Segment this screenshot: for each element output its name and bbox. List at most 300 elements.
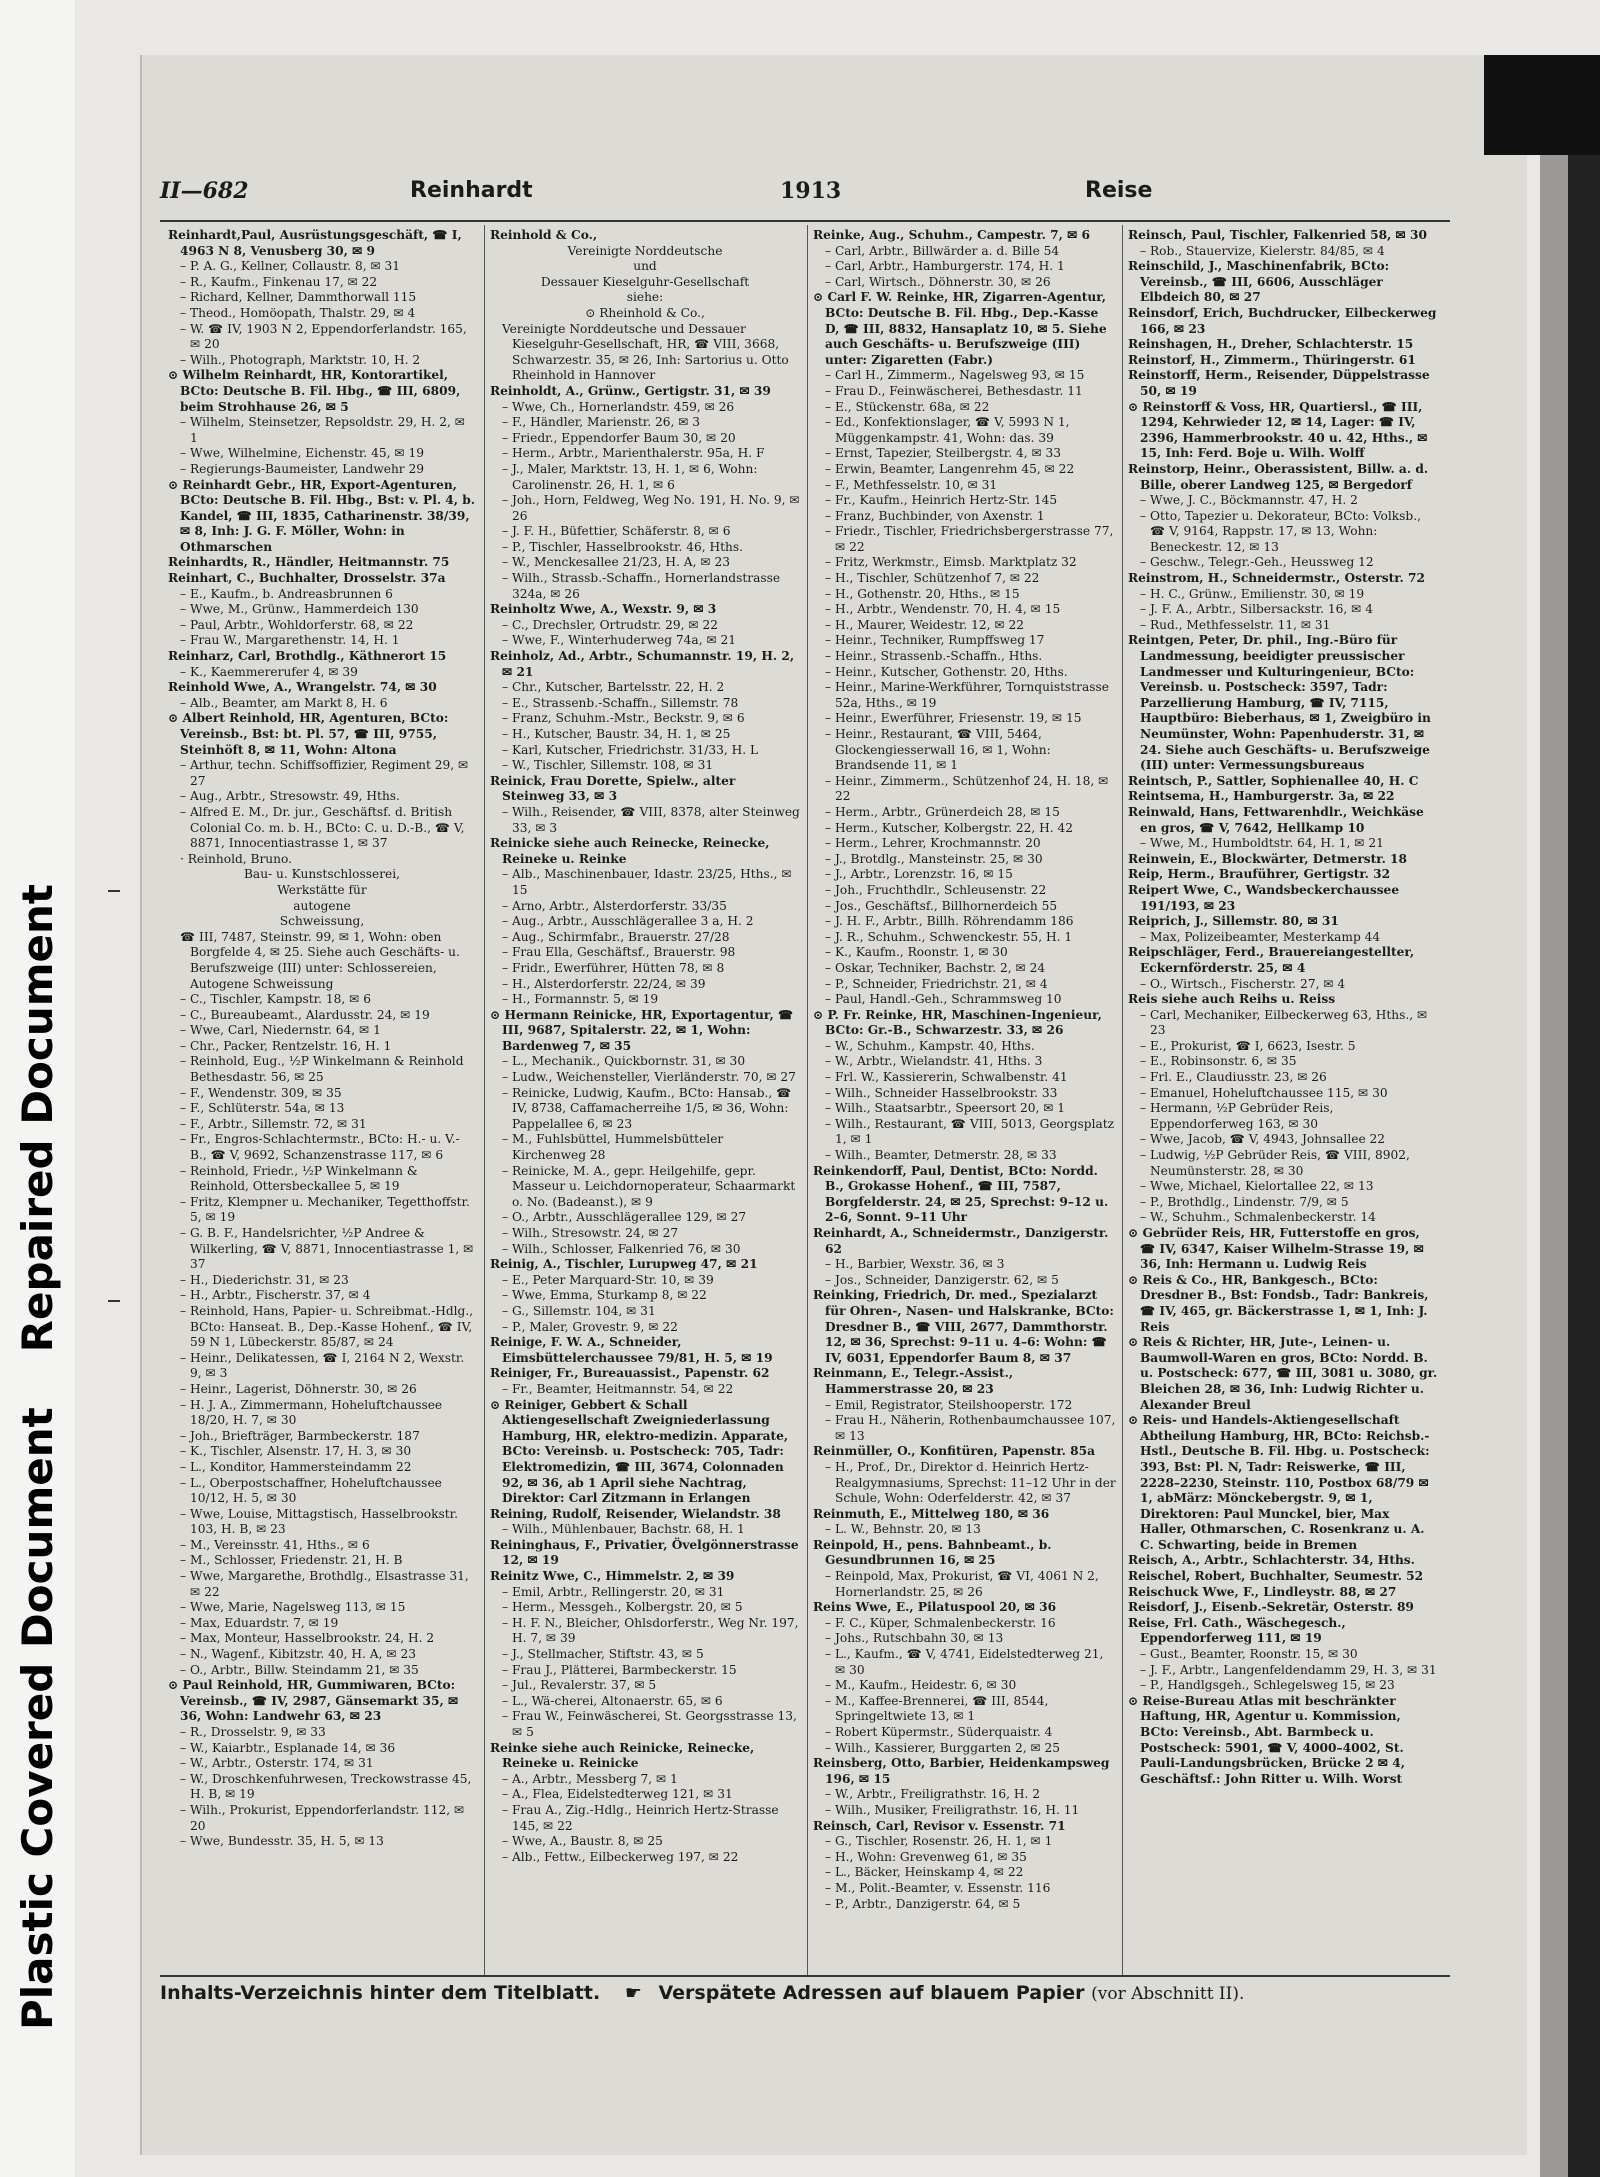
directory-entry: Reinschild, J., Maschinenfabrik, BCto: Vereinsb., ☎ III, 6606, Ausschläger Elbdeich 80, ✉ 27: [1128, 259, 1390, 305]
directory-entry: Vereinigte Norddeutsche: [567, 243, 723, 258]
page-header: [150, 178, 1490, 218]
directory-entry: Reinwald, Hans, Fettwarenhdlr., Weichkäse en gros, ☎ V, 7642, Hellkamp 10: [1128, 804, 1424, 835]
directory-entry: Reinstorp, Heinr., Oberassistent, Billw. a. d. Bille, oberer Landweg 125, ✉ Bergedorf: [1128, 461, 1429, 492]
directory-entry: – E., Stückenstr. 68a, ✉ 22: [825, 399, 990, 414]
header-rule: [160, 220, 1450, 222]
directory-entry: – Herm., Messgeh., Kolbergstr. 20, ✉ 5: [502, 1600, 743, 1615]
directory-entry: – M., Kaffee-Brennerei, ☎ III, 8544, Springeltwiete 13, ✉ 1: [825, 1693, 1049, 1724]
directory-entry: ⊙ Wilhelm Reinhardt, HR, Kontorartikel, BCto: Deutsche B. Fil. Hbg., ☎ III, 6809, beim Strohhause 26, ✉ 5: [168, 368, 461, 414]
directory-entry: – Aug., Arbtr., Stresowstr. 49, Hths.: [180, 789, 400, 804]
directory-entry: – Frl. E., Claudiusstr. 23, ✉ 26: [1140, 1070, 1327, 1085]
directory-entry: – Reinhold, Friedr., ½P Winkelmann & Reinhold, Ottersbeckallee 5, ✉ 19: [180, 1163, 418, 1194]
directory-entry: – P., Arbtr., Danzigerstr. 64, ✉ 5: [825, 1896, 1021, 1911]
directory-entry: – Max, Eduardstr. 7, ✉ 19: [180, 1615, 339, 1630]
directory-entry: – L. W., Behnstr. 20, ✉ 13: [825, 1522, 981, 1537]
directory-entry: Reinke, Aug., Schuhm., Campestr. 7, ✉ 6: [813, 228, 1091, 242]
directory-entry: – M., Fuhlsbüttel, Hummelsbütteler Kirchenweg 28: [502, 1132, 724, 1163]
directory-entry: – Frau A., Zig.-Hdlg., Heinrich Hertz-Strasse 145, ✉ 22: [502, 1802, 779, 1833]
directory-entry: – W., Tischler, Sillemstr. 108, ✉ 31: [502, 758, 714, 773]
directory-entry: Reinsdorf, Erich, Buchdrucker, Eilbeckerweg 166, ✉ 23: [1128, 305, 1437, 336]
directory-entry: – A., Flea, Eidelstedterweg 121, ✉ 31: [502, 1787, 733, 1802]
directory-entry: Reinmüller, O., Konfitüren, Papenstr. 85a: [813, 1444, 1095, 1459]
directory-entry: Reinstorf, H., Zimmerm., Thüringerstr. 61: [1128, 352, 1416, 367]
directory-entry: – Frau D., Feinwäscherei, Bethesdastr. 11: [825, 383, 1083, 398]
directory-entry: – Rob., Stauervize, Kielerstr. 84/85, ✉ 4: [1140, 243, 1385, 258]
directory-entry: – Ed., Konfektionslager, ☎ V, 5993 N 1, Müggenkampstr. 41, Wohn: das. 39: [825, 415, 1070, 445]
directory-entry: – H., Prof., Dr., Direktor d. Heinrich Hertz-Realgymnasiums, Sprechst: 11–12 Uhr in der Schule, Wohn: Oderfelderstr. 42, ✉ 37: [825, 1459, 1116, 1506]
directory-entry: – H., Arbtr., Fischerstr. 37, ✉ 4: [180, 1288, 371, 1303]
directory-entry: – H. C., Grünw., Emilienstr. 30, ✉ 19: [1140, 586, 1365, 601]
directory-entry: siehe:: [626, 290, 664, 305]
directory-entry: Reip, Herm., Brauführer, Gertigstr. 32: [1128, 867, 1391, 882]
directory-entry: – Erwin, Beamter, Langenrehm 45, ✉ 22: [825, 461, 1075, 476]
directory-entry: – F. C., Küper, Schmalenbeckerstr. 16: [825, 1615, 1056, 1630]
directory-entry: Reinhold & Co.,: [490, 228, 598, 242]
directory-column-1: [168, 228, 476, 1973]
directory-entry: Reintsema, H., Hamburgerstr. 3a, ✉ 22: [1128, 789, 1395, 804]
footer-late-addresses: Verspätete Adressen auf blauem Papier: [658, 1982, 1085, 2004]
directory-entry: – P., Handlgsgeh., Schlegelsweg 15, ✉ 23: [1140, 1678, 1395, 1693]
directory-entry: – W. ☎ IV, 1903 N 2, Eppendorferlandstr. 165, ✉ 20: [180, 321, 467, 352]
directory-entry: – M., Vereinsstr. 41, Hths., ✉ 6: [180, 1537, 370, 1552]
directory-entry: – Franz, Schuhm.-Mstr., Beckstr. 9, ✉ 6: [502, 711, 745, 726]
directory-entry: – Carl H., Zimmerm., Nagelsweg 93, ✉ 15: [825, 368, 1085, 383]
footer-section-note: (vor Abschnitt II).: [1091, 1984, 1245, 2004]
directory-entry: Reinige, F. W. A., Schneider, Eimsbüttelerchaussee 79/81, H. 5, ✉ 19: [490, 1335, 773, 1365]
directory-entry: – Wilh., Staatsarbtr., Speersort 20, ✉ 1: [825, 1101, 1066, 1116]
directory-entry: ⊙ Rheinhold & Co.,: [585, 305, 705, 320]
directory-entry: – Alb., Fettw., Eilbeckerweg 197, ✉ 22: [502, 1849, 739, 1864]
directory-column-2: [490, 228, 800, 1973]
directory-column-4: [1128, 228, 1438, 1973]
directory-entry: – R., Drosselstr. 9, ✉ 33: [180, 1725, 326, 1739]
directory-entry: – Herm., Lehrer, Krochmannstr. 20: [825, 836, 1041, 851]
directory-entry: – Heinr., Restaurant, ☎ VIII, 5464, Glockengiesserwall 16, ✉ 1, Wohn: Brandsende 11, ✉ 1: [825, 727, 1051, 773]
directory-entry: – E., Strassenb.-Schaffn., Sillemstr. 78: [502, 695, 739, 710]
directory-entry: Reinig, A., Tischler, Lurupweg 47, ✉ 21: [490, 1257, 758, 1272]
directory-entry: – M., Kaufm., Heidestr. 6, ✉ 30: [825, 1678, 1017, 1693]
directory-entry: – Frau W., Margarethenstr. 14, H. 1: [180, 633, 400, 648]
directory-entry: Bau- u. Kunstschlosserei,: [243, 867, 401, 882]
directory-entry: – Heinr., Strassenb.-Schaffn., Hths.: [825, 649, 1043, 664]
directory-entry: – A., Arbtr., Messberg 7, ✉ 1: [502, 1771, 678, 1786]
directory-entry: Reinwein, E., Blockwärter, Detmerstr. 18: [1128, 851, 1408, 866]
directory-entry: – Alb., Beamter, am Markt 8, H. 6: [180, 695, 388, 710]
directory-entry: – Wwe, Margarethe, Brothdlg., Elsastrasse 31, ✉ 22: [180, 1569, 469, 1599]
directory-entry: – E., Peter Marquard-Str. 10, ✉ 39: [502, 1272, 714, 1287]
directory-entry: – H., Arbtr., Wendenstr. 70, H. 4, ✉ 15: [825, 602, 1061, 617]
directory-entry: – Wwe, Michael, Kielortallee 22, ✉ 13: [1140, 1179, 1374, 1194]
directory-entry: – Friedr., Eppendorfer Baum 30, ✉ 20: [502, 430, 736, 445]
page-number: II—682: [160, 178, 249, 204]
directory-entry: und: [633, 259, 657, 274]
directory-entry: Vereinigte Norddeutsche und Dessauer Kieselguhr-Gesellschaft, HR, ☎ VIII, 3668, Schwarzestr. 35, ✉ 26, Inh: Sartorius u. Otto Rheinhold in Hannover: [502, 321, 789, 383]
directory-entry: – Wilh., Restaurant, ☎ VIII, 5013, Georgsplatz 1, ✉ 1: [825, 1116, 1115, 1147]
directory-entry: – Ludw., Weichensteller, Vierländerstr. 70, ✉ 27: [502, 1070, 796, 1085]
directory-entry: – W., Arbtr., Osterstr. 174, ✉ 31: [180, 1756, 374, 1771]
directory-entry: – Richard, Kellner, Dammthorwall 115: [180, 290, 417, 305]
directory-entry: – Hermann, ½P Gebrüder Reis, Eppendorferweg 163, ✉ 30: [1140, 1101, 1334, 1131]
directory-entry: ⊙ Albert Reinhold, HR, Agenturen, BCto: Vereinsb., Bst: bt. Pl. 57, ☎ III, 9755, Steinhöft 8, ✉ 11, Wohn: Altona: [168, 711, 449, 757]
directory-entry: – Reinhold, Eug., ½P Winkelmann & Reinhold Bethesdastr. 56, ✉ 25: [180, 1054, 464, 1085]
directory-entry: – Emanuel, Hoheluftchaussee 115, ✉ 30: [1140, 1085, 1388, 1100]
directory-entry: – Reinhold, Hans, Papier- u. Schreibmat.-Hdlg., BCto: Hanseat. B., Dep.-Kasse Hohenf., ☎ IV, 59 N 1, Lübeckerstr. 85/87, ✉ 24: [180, 1303, 474, 1350]
directory-entry: ⊙ Reis & Richter, HR, Jute-, Leinen- u. Baumwoll-Waren en gros, BCto: Nordd. B. u. Postscheck: 677, ☎ III, 3081 u. 3080, gr. Bleichen 28, ✉ 36, Inh: Ludwig Richter u. Alexander Breul: [1128, 1335, 1438, 1412]
directory-entry: Reinstorff, Herm., Reisender, Düppelstrasse 50, ✉ 19: [1128, 368, 1430, 398]
directory-entry: – F., Händler, Marienstr. 26, ✉ 3: [502, 415, 701, 430]
directory-entry: – Heinr., Kutscher, Gothenstr. 20, Hths.: [825, 664, 1068, 679]
directory-entry: – W., Schuhm., Schmalenbeckerstr. 14: [1140, 1210, 1376, 1225]
directory-entry: – Wilh., Beamter, Detmerstr. 28, ✉ 33: [825, 1148, 1057, 1163]
directory-entry: – Herm., Arbtr., Marienthalerstr. 95a, H. F: [502, 446, 765, 461]
directory-entry: Schweissung,: [279, 914, 365, 929]
directory-entry: – Joh., Briefträger, Barmbeckerstr. 187: [180, 1428, 420, 1443]
directory-entry: – Arthur, techn. Schiffsoffizier, Regiment 29, ✉ 27: [180, 758, 469, 788]
directory-entry: Reinking, Friedrich, Dr. med., Spezialarzt für Ohren-, Nasen- und Halskranke, BCto: Dresdner B., ☎ VIII, 2677, Dammthorstr. 12, ✉ 36, Sprechst: 9–11 u. 4–6: Wohn: ☎ IV, 6031, Eppendorfer Baum 8, ✉ 37: [813, 1288, 1114, 1365]
directory-entry: – Paul, Arbtr., Wohldorferstr. 68, ✉ 22: [180, 617, 414, 632]
year: 1913: [780, 178, 842, 204]
directory-entry: – H. F. N., Bleicher, Ohlsdorferstr., Weg Nr. 197, H. 7, ✉ 39: [502, 1615, 799, 1646]
directory-entry: Reining, Rudolf, Reisender, Wielandstr. 38: [490, 1506, 781, 1521]
directory-entry: ⊙ Reinstorff & Voss, HR, Quartiersl., ☎ III, 1294, Kehrwieder 12, ✉ 14, Lager: ☎ IV, 2396, Hammerbrookstr. 40 u. 42, Hths., ✉ 15, Inh: Ferd. Boje u. Wilh. Wolff: [1128, 399, 1428, 461]
directory-entry: – W., Kaiarbtr., Esplanade 14, ✉ 36: [180, 1740, 396, 1755]
directory-entry: – F., Arbtr., Sillemstr. 72, ✉ 31: [180, 1116, 367, 1131]
directory-entry: – E., Robinsonstr. 6, ✉ 35: [1140, 1054, 1297, 1069]
directory-entry: Reinholz, Ad., Arbtr., Schumannstr. 19, H. 2, ✉ 21: [490, 649, 795, 679]
directory-entry: – Wwe, A., Baustr. 8, ✉ 25: [502, 1834, 663, 1849]
directory-entry: Reinick, Frau Dorette, Spielw., alter Steinweg 33, ✉ 3: [490, 773, 736, 804]
directory-entry: – Wwe, J. C., Böckmannstr. 47, H. 2: [1140, 493, 1358, 508]
directory-entry: Reise, Frl. Cath., Wäschegesch., Eppendorferweg 111, ✉ 19: [1128, 1615, 1346, 1646]
directory-entry: – J. F. H., Büfettier, Schäferstr. 8, ✉ 6: [502, 524, 731, 539]
directory-entry: – W., Arbtr., Freiligrathstr. 16, H. 2: [825, 1787, 1041, 1802]
directory-entry: – P., Schneider, Friedrichstr. 21, ✉ 4: [825, 976, 1048, 991]
directory-entry: – Chr., Packer, Rentzelstr. 16, H. 1: [180, 1038, 392, 1053]
directory-entry: – Wilh., Schlosser, Falkenried 76, ✉ 30: [502, 1241, 741, 1256]
directory-entry: – Alfred E. M., Dr. jur., Geschäftsf. d. British Colonial Co. m. b. H., BCto: C. u. D.-B., ☎ V, 8871, Innocentiastrasse 1, ✉ 37: [180, 804, 465, 851]
directory-entry: – O., Arbtr., Ausschlägerallee 129, ✉ 27: [502, 1210, 747, 1225]
directory-entry: – Heinr., Marine-Werkführer, Tornquiststrasse 52a, Hths., ✉ 19: [825, 680, 1109, 710]
directory-entry: – Fr., Kaufm., Heinrich Hertz-Str. 145: [825, 493, 1058, 508]
directory-entry: – Wilh., Schneider Hasselbrookstr. 33: [825, 1085, 1058, 1100]
directory-entry: – Wwe, Emma, Sturkamp 8, ✉ 22: [502, 1288, 707, 1303]
directory-entry: – Robert Küpermstr., Süderquaistr. 4: [825, 1725, 1053, 1739]
directory-entry: – Gust., Beamter, Roonstr. 15, ✉ 30: [1140, 1647, 1358, 1662]
directory-entry: – Fr., Beamter, Heitmannstr. 54, ✉ 22: [502, 1381, 734, 1396]
directory-column-3: [813, 228, 1116, 1973]
repaired-label: Repaired Document: [12, 884, 62, 1353]
directory-entry: ⊙ Paul Reinhold, HR, Gummiwaren, BCto: Vereinsb., ☎ IV, 2987, Gänsemarkt 35, ✉ 36, Wohn: Landwehr 63, ✉ 23: [168, 1678, 459, 1724]
directory-entry: – Emil, Arbtr., Rellingerstr. 20, ✉ 31: [502, 1584, 725, 1599]
directory-entry: – Carl, Arbtr., Hamburgerstr. 174, H. 1: [825, 259, 1065, 274]
directory-entry: – Johs., Rutschbahn 30, ✉ 13: [825, 1631, 1004, 1646]
directory-entry: – Herm., Arbtr., Grünerdeich 28, ✉ 15: [825, 804, 1060, 819]
directory-entry: – Wwe, M., Grünw., Hammerdeich 130: [180, 602, 419, 617]
directory-entry: Reinmuth, E., Mittelweg 180, ✉ 36: [813, 1506, 1050, 1521]
directory-entry: – Carl, Arbtr., Billwärder a. d. Bille 54: [825, 243, 1060, 258]
directory-entry: – H. J. A., Zimmermann, Hoheluftchaussee 18/20, H. 7, ✉ 30: [180, 1397, 443, 1428]
directory-entry: – Frau W., Feinwäscherei, St. Georgsstrasse 13, ✉ 5: [502, 1709, 797, 1739]
page-footer: [160, 1982, 1460, 2012]
directory-entry: – Wwe, Bundesstr. 35, H. 5, ✉ 13: [180, 1834, 384, 1849]
directory-entry: Reischel, Robert, Buchhalter, Seumestr. 52: [1128, 1569, 1424, 1584]
directory-entry: Reinhardt,Paul, Ausrüstungsgeschäft, ☎ I, 4963 N 8, Venusberg 30, ✉ 9: [168, 228, 462, 258]
directory-entry: – K., Tischler, Alsenstr. 17, H. 3, ✉ 30: [180, 1444, 412, 1459]
directory-entry: Reiprich, J., Sillemstr. 80, ✉ 31: [1128, 914, 1339, 929]
directory-entry: Reinmann, E., Telegr.-Assist., Hammerstrasse 20, ✉ 23: [813, 1366, 1014, 1396]
directory-entry: – Arno, Arbtr., Alsterdorferstr. 33/35: [502, 898, 727, 913]
directory-entry: – J. F., Arbtr., Langenfeldendamm 29, H. 3, ✉ 31: [1140, 1662, 1437, 1677]
directory-entry: Reinpold, H., pens. Bahnbeamt., b. Gesundbrunnen 16, ✉ 25: [813, 1537, 1052, 1568]
directory-entry: – Jul., Revalerstr. 37, ✉ 5: [502, 1678, 657, 1693]
directory-entry: – P., Tischler, Hasselbrookstr. 46, Hths.: [502, 539, 743, 554]
column-rule: [1122, 225, 1123, 1975]
directory-entry: Reinicke siehe auch Reinecke, Reinecke, Reineke u. Reinke: [490, 836, 770, 866]
directory-entry: – Paul, Handl.-Geh., Schrammsweg 10: [825, 992, 1062, 1007]
directory-entry: ⊙ Carl F. W. Reinke, HR, Zigarren-Agentur, BCto: Deutsche B. Fil. Hbg., Dep.-Kasse D, ☎ III, 8832, Hansaplatz 10, ✉ 5. Siehe auch Geschäfts- u. Berufszweige (III) unter: Zigaretten (Fabr.): [813, 290, 1107, 367]
directory-entry: – P. A. G., Kellner, Collaustr. 8, ✉ 31: [180, 259, 401, 274]
directory-entry: – C., Tischler, Kampstr. 18, ✉ 6: [180, 992, 371, 1007]
directory-entry: – Wilh., Mühlenbauer, Bachstr. 68, H. 1: [502, 1522, 745, 1537]
directory-entry: Reinhold Wwe, A., Wrangelstr. 74, ✉ 30: [168, 680, 437, 695]
directory-entry: – Wilhelm, Steinsetzer, Repsoldstr. 29, H. 2, ✉ 1: [180, 415, 465, 445]
directory-entry: – Carl, Wirtsch., Döhnerstr. 30, ✉ 26: [825, 274, 1051, 289]
directory-entry: Reinsberg, Otto, Barbier, Heidenkampsweg 196, ✉ 15: [813, 1756, 1110, 1786]
directory-entry: – Herm., Kutscher, Kolbergstr. 22, H. 42: [825, 820, 1073, 835]
directory-entry: – G., Sillemstr. 104, ✉ 31: [502, 1303, 656, 1318]
directory-entry: Reischuck Wwe, F., Lindleystr. 88, ✉ 27: [1128, 1584, 1397, 1599]
directory-entry: – Wilh., Reisender, ☎ VIII, 8378, alter Steinweg 33, ✉ 3: [502, 804, 800, 835]
directory-entry: Dessauer Kieselguhr-Gesellschaft: [540, 274, 750, 289]
directory-entry: – H., Maurer, Weidestr. 12, ✉ 22: [825, 617, 1024, 632]
directory-entry: – Wilh., Musiker, Freiligrathstr. 16, H. 11: [825, 1802, 1080, 1817]
directory-entry: ⊙ Reinhardt Gebr., HR, Export-Agenturen, BCto: Deutsche B. Fil. Hbg., Bst: v. Pl. 4, b. Kandel, ☎ III, 1835, Catharinenstr. 38/39, ✉ 8, Inh: J. G. F. Möller, Wohn: in Othmarschen: [168, 477, 476, 554]
directory-entry: – L., Bäcker, Heinskamp 4, ✉ 22: [825, 1865, 1024, 1880]
running-head-first: Reinhardt: [410, 178, 533, 203]
directory-entry: Reinhardts, R., Händler, Heitmannstr. 75: [168, 555, 450, 570]
directory-entry: – M., Polit.-Beamter, v. Essenstr. 116: [825, 1880, 1051, 1895]
directory-entry: – Otto, Tapezier u. Dekorateur, BCto: Volksb., ☎ V, 9164, Rappstr. 17, ✉ 13, Wohn: Beneckestr. 12, ✉ 13: [1140, 508, 1421, 554]
directory-entry: – Geschw., Telegr.-Geh., Heussweg 12: [1140, 555, 1374, 570]
directory-entry: Reinhart, C., Buchhalter, Drosselstr. 37a: [168, 571, 446, 586]
directory-entry: – Oskar, Techniker, Bachstr. 2, ✉ 24: [825, 960, 1046, 975]
directory-entry: – Carl, Mechaniker, Eilbeckerweg 63, Hths., ✉ 23: [1140, 1007, 1428, 1038]
directory-entry: – L., Wä-cherei, Altonaerstr. 65, ✉ 6: [502, 1693, 723, 1708]
directory-entry: – Frau H., Näherin, Rothenbaumchaussee 107, ✉ 13: [825, 1413, 1116, 1443]
directory-entry: – J. H. F., Arbtr., Billh. Röhrendamm 186: [825, 914, 1074, 929]
directory-entry: Reinholtz Wwe, A., Wexstr. 9, ✉ 3: [490, 602, 717, 617]
directory-entry: Reininghaus, F., Privatier, Övelgönnerstrasse 12, ✉ 19: [490, 1537, 799, 1568]
directory-entry: – G. B. F., Handelsrichter, ½P Andree & Wilkerling, ☎ V, 8871, Innocentiastrasse 1, ✉ 37: [180, 1226, 474, 1272]
directory-entry: Werkstätte für: [277, 882, 367, 897]
directory-entry: – J. F. A., Arbtr., Silbersackstr. 16, ✉ 4: [1140, 602, 1374, 617]
plastic-covered-label: Plastic Covered Document: [12, 1407, 62, 2030]
directory-entry: Reinholdt, A., Grünw., Gertigstr. 31, ✉ 39: [490, 383, 771, 398]
directory-entry: – Wilh., Kassierer, Burggarten 2, ✉ 25: [825, 1740, 1061, 1755]
directory-entry: Reinhardt, A., Schneidermstr., Danzigerstr. 62: [813, 1226, 1109, 1256]
directory-entry: – E., Prokurist, ☎ I, 6623, Isestr. 5: [1140, 1038, 1356, 1053]
directory-entry: – Wwe, Jacob, ☎ V, 4943, Johnsallee 22: [1140, 1132, 1386, 1147]
directory-entry: Reiniger, Fr., Bureauassist., Papenstr. 62: [490, 1366, 770, 1381]
page-edge-shadow: [1540, 155, 1568, 2177]
directory-entry: – H., Barbier, Wexstr. 36, ✉ 3: [825, 1257, 1005, 1272]
directory-entry: Reinsch, Paul, Tischler, Falkenried 58, ✉ 30: [1128, 228, 1427, 242]
directory-entry: – P., Maler, Grovestr. 9, ✉ 22: [502, 1319, 678, 1334]
directory-entry: – H., Tischler, Schützenhof 7, ✉ 22: [825, 571, 1040, 586]
directory-entry: – Joh., Fruchthdlr., Schleusenstr. 22: [825, 882, 1047, 897]
directory-entry: – R., Kaufm., Finkenau 17, ✉ 22: [180, 274, 378, 289]
directory-entry: ⊙ P. Fr. Reinke, HR, Maschinen-Ingenieur, BCto: Gr.-B., Schwarzestr. 33, ✉ 26: [813, 1007, 1102, 1038]
directory-entry: · Reinhold, Bruno.: [180, 851, 292, 866]
directory-entry: – O., Wirtsch., Fischerstr. 27, ✉ 4: [1140, 976, 1346, 991]
directory-entry: – Aug., Schirmfabr., Brauerstr. 27/28: [502, 929, 730, 944]
directory-entry: – L., Mechanik., Quickbornstr. 31, ✉ 30: [502, 1054, 746, 1069]
directory-entry: – L., Kaufm., ☎ V, 4741, Eidelstedterweg 21, ✉ 30: [825, 1647, 1104, 1677]
directory-entry: – Fr., Engros-Schlachtermstr., BCto: H.- u. V.-B., ☎ V, 9692, Schanzenstrasse 117, ✉ 6: [180, 1132, 460, 1163]
directory-entry: – Wilh., Strassb.-Schaffn., Hornerlandstrasse 324a, ✉ 26: [502, 571, 781, 601]
directory-entry: – Wilh., Stresowstr. 24, ✉ 27: [502, 1226, 679, 1240]
directory-entry: Reipert Wwe, C., Wandsbeckerchaussee 191/193, ✉ 23: [1128, 882, 1400, 913]
directory-entry: Reisch, A., Arbtr., Schlachterstr. 34, Hths.: [1128, 1553, 1415, 1568]
directory-entry: Reintgen, Peter, Dr. phil., Ing.-Büro für Landmessung, beeidigter preussischer Landmesser und Kulturingenieur, BCto: Vereinsb. u. Postscheck: 3597, Tadr: Parzellierung Hamburg, ☎ IV, 7115, Hauptbüro: Bieberhaus, ✉ 1, Zweigbüro in Neumünster, Wohn: Papenhuderstr. 31, ✉ 24. Siehe auch Geschäfts- u. Berufszweige (III) unter: Vermessungsbureaus: [1128, 633, 1431, 773]
directory-entry: – Emil, Registrator, Steilshooperstr. 172: [825, 1397, 1073, 1412]
directory-entry: – Frau J., Plätterei, Barmbeckerstr. 15: [502, 1662, 737, 1677]
directory-entry: – Max, Monteur, Hasselbrookstr. 24, H. 2: [180, 1631, 435, 1646]
directory-entry: – G., Tischler, Rosenstr. 26, H. 1, ✉ 1: [825, 1834, 1053, 1849]
directory-entry: – H., Formannstr. 5, ✉ 19: [502, 992, 659, 1007]
directory-entry: – P., Brothdlg., Lindenstr. 7/9, ✉ 5: [1140, 1194, 1349, 1209]
directory-entry: – F., Wendenstr. 309, ✉ 35: [180, 1085, 342, 1100]
directory-entry: – Wilh., Photograph, Marktstr. 10, H. 2: [180, 352, 421, 367]
directory-entry: – Reinicke, M. A., gepr. Heilgehilfe, gepr. Masseur u. Leichdornoperateur, Schaarmarkt o. No. (Badeanst.), ✉ 9: [502, 1163, 796, 1209]
directory-entry: – Wilh., Prokurist, Eppendorferlandstr. 112, ✉ 20: [180, 1802, 465, 1833]
directory-entry: – K., Kaufm., Roonstr. 1, ✉ 30: [825, 945, 1008, 960]
directory-entry: – H., Wohn: Grevenweg 61, ✉ 35: [825, 1849, 1027, 1864]
directory-entry: – Wwe, M., Humboldtstr. 64, H. 1, ✉ 21: [1140, 836, 1384, 851]
directory-entry: Reisdorf, J., Eisenb.-Sekretär, Osterstr. 89: [1128, 1600, 1414, 1615]
directory-entry: – Jos., Schneider, Danzigerstr. 62, ✉ 5: [825, 1272, 1059, 1287]
page-edge-dark: [1568, 155, 1600, 2177]
directory-entry: – Reinpold, Max, Prokurist, ☎ VI, 4061 N 2, Hornerlandstr. 25, ✉ 26: [825, 1569, 1099, 1599]
directory-entry: – Alb., Maschinenbauer, Idastr. 23/25, Hths., ✉ 15: [502, 867, 792, 897]
directory-entry: – L., Oberpostschaffner, Hoheluftchaussee 10/12, H. 5, ✉ 30: [180, 1475, 442, 1506]
footer-index-note: Inhalts-Verzeichnis hinter dem Titelblatt.: [160, 1982, 601, 2004]
directory-entry: – Heinr., Zimmerm., Schützenhof 24, H. 18, ✉ 22: [825, 773, 1109, 804]
directory-entry: – Frau Ella, Geschäftsf., Brauerstr. 98: [502, 945, 736, 960]
directory-entry: Reinitz Wwe, C., Himmelstr. 2, ✉ 39: [490, 1569, 735, 1584]
directory-entry: – Heinr., Delikatessen, ☎ I, 2164 N 2, Wexstr. 9, ✉ 3: [180, 1350, 465, 1381]
directory-entry: autogene: [293, 898, 351, 913]
directory-entry: Reipschläger, Ferd., Brauereiangestellter, Eckernförderstr. 25, ✉ 4: [1128, 945, 1415, 975]
directory-entry: Reinsch, Carl, Revisor v. Essenstr. 71: [813, 1818, 1066, 1833]
directory-entry: Reinshagen, H., Dreher, Schlachterstr. 15: [1128, 337, 1414, 352]
directory-entry: – Max, Polizeibeamter, Mesterkamp 44: [1140, 929, 1381, 944]
directory-entry: – J., Brotdlg., Mansteinstr. 25, ✉ 30: [825, 851, 1043, 866]
directory-entry: – Reinicke, Ludwig, Kaufm., BCto: Hansab., ☎ IV, 8738, Caffamacherreihe 1/5, ✉ 36, Wohn: Pappelallee 6, ✉ 23: [502, 1085, 792, 1131]
directory-entry: Reintsch, P., Sattler, Sophienallee 40, H. C: [1128, 773, 1419, 788]
pointing-hand-icon: ☛: [624, 1982, 642, 2004]
directory-entry: ⊙ Reis & Co., HR, Bankgesch., BCto: Dresdner B., Bst: Fondsb., Tadr: Bankreis, ☎ IV, 465, gr. Bäckerstrasse 1, ✉ 1, Inh: J. Reis: [1128, 1272, 1429, 1334]
directory-entry: – Theod., Homöopath, Thalstr. 29, ✉ 4: [180, 305, 416, 320]
directory-entry: – N., Wagenf., Kibitzstr. 40, H. A, ✉ 23: [180, 1647, 416, 1662]
directory-entry: – W., Arbtr., Wielandstr. 41, Hths. 3: [825, 1054, 1043, 1069]
directory-entry: ⊙ Gebrüder Reis, HR, Futterstoffe en gros, ☎ IV, 6347, Kaiser Wilhelm-Strasse 19, ✉ 36, Inh: Hermann u. Ludwig Reis: [1128, 1226, 1424, 1272]
directory-entry: – Karl, Kutscher, Friedrichstr. 31/33, H. L: [502, 742, 759, 757]
directory-entry: – E., Kaufm., b. Andreasbrunnen 6: [180, 586, 393, 601]
directory-entry: ⊙ Reise-Bureau Atlas mit beschränkter Haftung, HR, Agentur u. Kommission, BCto: Vereinsb., Abt. Barmbeck u. Postscheck: 5901, ☎ V, 4000–4002, St. Pauli-Landungsbrücken, Brücke 2 ✉ 4, Geschäftsf.: John Ritter u. Wilh. Worst: [1128, 1693, 1405, 1786]
directory-entry: – M., Schlosser, Friedenstr. 21, H. B: [180, 1553, 403, 1568]
directory-entry: – K., Kaemmererufer 4, ✉ 39: [180, 664, 358, 679]
directory-entry: – Wwe, Louise, Mittagstisch, Hasselbrookstr. 103, H. B, ✉ 23: [180, 1506, 458, 1537]
directory-entry: ☎ III, 7487, Steinstr. 99, ✉ 1, Wohn: oben Borgfelde 4, ✉ 25. Siehe auch Geschäfts- u. Berufszweige (III) unter: Schlossereien, Autogene Schweissung: [180, 929, 460, 991]
directory-entry: – Wwe, Marie, Nagelsweg 113, ✉ 15: [180, 1600, 406, 1615]
directory-entry: – Heinr., Ewerführer, Friesenstr. 19, ✉ 15: [825, 711, 1082, 726]
edge-mark: [108, 1300, 120, 1302]
directory-entry: – W., Schuhm., Kampstr. 40, Hths.: [825, 1038, 1035, 1053]
directory-entry: – O., Arbtr., Billw. Steindamm 21, ✉ 35: [180, 1662, 419, 1677]
directory-entry: – Ernst, Tapezier, Steilbergstr. 4, ✉ 33: [825, 446, 1062, 461]
directory-entry: – Chr., Kutscher, Bartelsstr. 22, H. 2: [502, 680, 725, 695]
directory-entry: Reins Wwe, E., Pilatuspool 20, ✉ 36: [813, 1600, 1057, 1615]
directory-entry: – H., Alsterdorferstr. 22/24, ✉ 39: [502, 976, 706, 991]
directory-entry: – Wwe, Carl, Niedernstr. 64, ✉ 1: [180, 1023, 381, 1038]
directory-entry: ⊙ Hermann Reinicke, HR, Exportagentur, ☎ III, 9687, Spitalerstr. 22, ✉ 1, Wohn: Bardenweg 7, ✉ 35: [490, 1007, 794, 1053]
directory-entry: – H., Gothenstr. 20, Hths., ✉ 15: [825, 586, 1020, 601]
directory-entry: – W., Menckesallee 21/23, H. A, ✉ 23: [502, 555, 730, 570]
directory-entry: – Frl. W., Kassiererin, Schwalbenstr. 41: [825, 1070, 1068, 1085]
column-rule: [484, 225, 485, 1975]
directory-entry: Reinharz, Carl, Brothdlg., Käthnerort 15: [168, 649, 447, 664]
directory-entry: – Joh., Horn, Feldweg, Weg No. 191, H. No. 9, ✉ 26: [502, 493, 800, 523]
directory-entry: – C., Bureaubeamt., Alardusstr. 24, ✉ 19: [180, 1007, 430, 1022]
directory-entry: – Friedr., Tischler, Friedrichsbergerstrasse 77, ✉ 22: [825, 524, 1114, 554]
running-head-last: Reise: [1085, 178, 1153, 203]
footer-rule: [160, 1975, 1450, 1977]
directory-entry: – Ludwig, ½P Gebrüder Reis, ☎ VIII, 8902, Neumünsterstr. 28, ✉ 30: [1140, 1148, 1410, 1178]
directory-entry: – J. R., Schuhm., Schwenckestr. 55, H. 1: [825, 929, 1073, 944]
directory-entry: – Fritz, Klempner u. Mechaniker, Tegetthoffstr. 5, ✉ 19: [180, 1194, 470, 1225]
directory-entry: – J., Arbtr., Lorenzstr. 16, ✉ 15: [825, 867, 1013, 882]
directory-entry: – Aug., Arbtr., Ausschlägerallee 3 a, H. 2: [502, 914, 754, 929]
directory-entry: Reis siehe auch Reihs u. Reiss: [1128, 992, 1336, 1007]
archive-stamp-label: [2, 0, 72, 2150]
directory-entry: ⊙ Reis- und Handels-Aktiengesellschaft Abtheilung Hamburg, HR, BCto: Reichsb.-Hstl., Deutsche B. Fil. Hbg. u. Postscheck: 393, Bst: Pl. N, Tadr: Reiswerke, ☎ III, 2228–2230, Steinstr. 110, Postbox 68/79 ✉ 1, abMärz: Mönckebergstr. 9, ✉ 1, Direktoren: Paul Munckel, bier, Max Haller, Othmarschen, C. Rosenkranz u. A. C. Schwarting, beide in Bremen: [1128, 1413, 1430, 1552]
directory-entry: – Jos., Geschäftsf., Billhornerdeich 55: [825, 898, 1058, 913]
directory-entry: – L., Konditor, Hammersteindamm 22: [180, 1459, 412, 1474]
directory-entry: – C., Drechsler, Ortrudstr. 29, ✉ 22: [502, 617, 718, 632]
directory-entry: – Heinr., Techniker, Rumpffsweg 17: [825, 633, 1045, 648]
directory-entry: – Wwe, Wilhelmine, Eichenstr. 45, ✉ 19: [180, 446, 424, 461]
directory-entry: – Regierungs-Baumeister, Landwehr 29: [180, 461, 425, 476]
directory-entry: – F., Schlüterstr. 54a, ✉ 13: [180, 1101, 345, 1116]
directory-entry: – Fritz, Werkmstr., Eimsb. Marktplatz 32: [825, 555, 1077, 570]
directory-entry: – H., Kutscher, Baustr. 34, H. 1, ✉ 25: [502, 727, 731, 741]
directory-entry: Reinkendorff, Paul, Dentist, BCto: Nordd. B., Grokasse Hohenf., ☎ III, 7587, Borgfelderstr. 24, ✉ 25, Sprechst: 9–12 u. 2–6, Sonnt. 9–11 Uhr: [813, 1163, 1109, 1225]
directory-entry: – H., Diederichstr. 31, ✉ 23: [180, 1272, 349, 1287]
corner-tab: [1484, 55, 1600, 155]
directory-entry: – J., Maler, Marktstr. 13, H. 1, ✉ 6, Wohn: Carolinenstr. 26, H. 1, ✉ 6: [502, 461, 758, 492]
directory-entry: – Heinr., Lagerist, Döhnerstr. 30, ✉ 26: [180, 1381, 417, 1396]
directory-entry: – W., Droschkenfuhrwesen, Treckowstrasse 45, H. B, ✉ 19: [180, 1771, 472, 1802]
directory-entry: – J., Stellmacher, Stiftstr. 43, ✉ 5: [502, 1647, 704, 1662]
directory-entry: ⊙ Reiniger, Gebbert & Schall Aktiengesellschaft Zweigniederlassung Hamburg, HR, elektro-medizin. Apparate, BCto: Vereinsb. u. Postscheck: 705, Tadr: Elektromedizin, ☎ III, 3674, Colonnaden 92, ✉ 36, ab 1 April siehe Nachtrag, Direktor: Carl Zitzmann in Erlangen: [490, 1397, 789, 1506]
column-rule: [807, 225, 808, 1975]
directory-entry: Reinstrom, H., Schneidermstr., Osterstr. 72: [1128, 571, 1426, 586]
directory-entry: Reinke siehe auch Reinicke, Reinecke, Reineke u. Reinicke: [490, 1740, 755, 1771]
directory-entry: – Rud., Methfesselstr. 11, ✉ 31: [1140, 617, 1331, 632]
edge-mark: [108, 890, 120, 892]
directory-entry: – Fridr., Ewerführer, Hütten 78, ✉ 8: [502, 960, 725, 975]
